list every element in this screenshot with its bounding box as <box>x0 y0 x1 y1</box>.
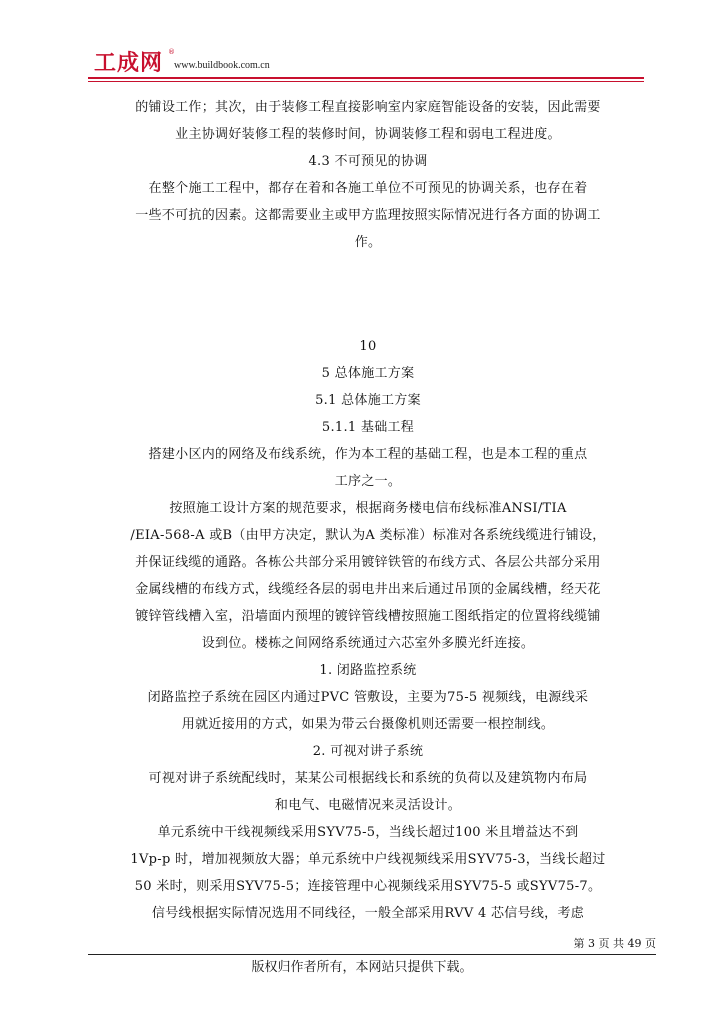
body-line: 和电气、电磁情况来灵活设计。 <box>274 798 462 813</box>
body-line: 按照施工设计方案的规范要求，根据商务楼电信布线标准ANSI/TIA <box>169 501 567 516</box>
registered-mark: ® <box>168 48 175 56</box>
list-heading: 2. 可视对讲子系统 <box>312 744 424 759</box>
body-line: 镀锌管线槽入室，沿墙面内预埋的镀锌管线槽按照施工图纸指定的位置将线缆铺 <box>135 609 601 624</box>
body-line: 并保证线缆的通路。各栋公共部分采用镀锌铁管的布线方式、各层公共部分采用 <box>135 555 601 570</box>
chapter-heading: 5 总体施工方案 <box>321 366 415 381</box>
body-line: 在整个施工工程中，都存在着和各施工单位不可预见的协调关系，也存在着 <box>148 181 588 196</box>
blank-space <box>118 256 618 333</box>
body-line: 信号线根据实际情况选用不同线径，一般全部采用RVV 4 芯信号线，考虑 <box>151 906 585 921</box>
body-line: 一些不可抗的因素。这都需要业主或甲方监理按照实际情况进行各方面的协调工 <box>135 208 601 223</box>
document-body <box>118 94 618 927</box>
body-line: 50 米时，则采用SYV75-5；连接管理中心视频线采用SYV75-5 或SYV75-7。 <box>134 879 602 894</box>
subsection-heading: 5.1.1 基础工程 <box>321 420 415 435</box>
body-line: 工序之一。 <box>334 474 402 489</box>
body-line: 作。 <box>354 235 382 250</box>
body-line: 业主协调好装修工程的装修时间，协调装修工程和弱电工程进度。 <box>175 127 561 142</box>
site-url: www.buildbook.com.cn <box>174 60 270 71</box>
body-line: 单元系统中干线视频线采用SYV75-5，当线长超过100 米且增益达不到 <box>157 825 579 840</box>
body-line: 1Vp-p 时，增加视频放大器；单元系统中户线视频线采用SYV75-3，当线长超过 <box>130 852 606 867</box>
body-line: 可视对讲子系统配线时，某某公司根据线长和系统的负荷以及建筑物内布局 <box>148 771 588 786</box>
footer-divider <box>88 954 656 955</box>
inline-page-number: 10 <box>359 339 377 354</box>
header-divider <box>88 77 644 79</box>
section-heading: 5.1 总体施工方案 <box>315 393 421 408</box>
body-line: /EIA-568-A 或B（由甲方决定，默认为A 类标准）标准对各系统线缆进行铺设， <box>130 528 606 543</box>
site-logo: 工成网 <box>94 50 164 76</box>
page-counter: 第 3 页 共 49 页 <box>573 937 656 950</box>
list-heading: 1. 闭路监控系统 <box>319 663 417 678</box>
body-line: 设到位。楼栋之间网络系统通过六芯室外多膜光纤连接。 <box>201 636 535 651</box>
body-line: 用就近接用的方式，如果为带云台摄像机则还需要一根控制线。 <box>181 717 555 732</box>
section-heading: 4.3 不可预见的协调 <box>308 154 428 169</box>
body-line: 闭路监控子系统在园区内通过PVC 管敷设，主要为75-5 视频线，电源线采 <box>147 690 589 705</box>
page-header <box>88 46 648 78</box>
body-line: 的铺设工作；其次，由于装修工程直接影响室内家庭智能设备的安装，因此需要 <box>135 100 601 115</box>
header-divider-thin <box>88 81 644 82</box>
copyright-notice: 版权归作者所有，本网站只提供下载。 <box>251 960 473 975</box>
body-line: 搭建小区内的网络及布线系统，作为本工程的基础工程，也是本工程的重点 <box>148 447 588 462</box>
body-line: 金属线槽的布线方式，线缆经各层的弱电井出来后通过吊顶的金属线槽，经天花 <box>135 582 601 597</box>
